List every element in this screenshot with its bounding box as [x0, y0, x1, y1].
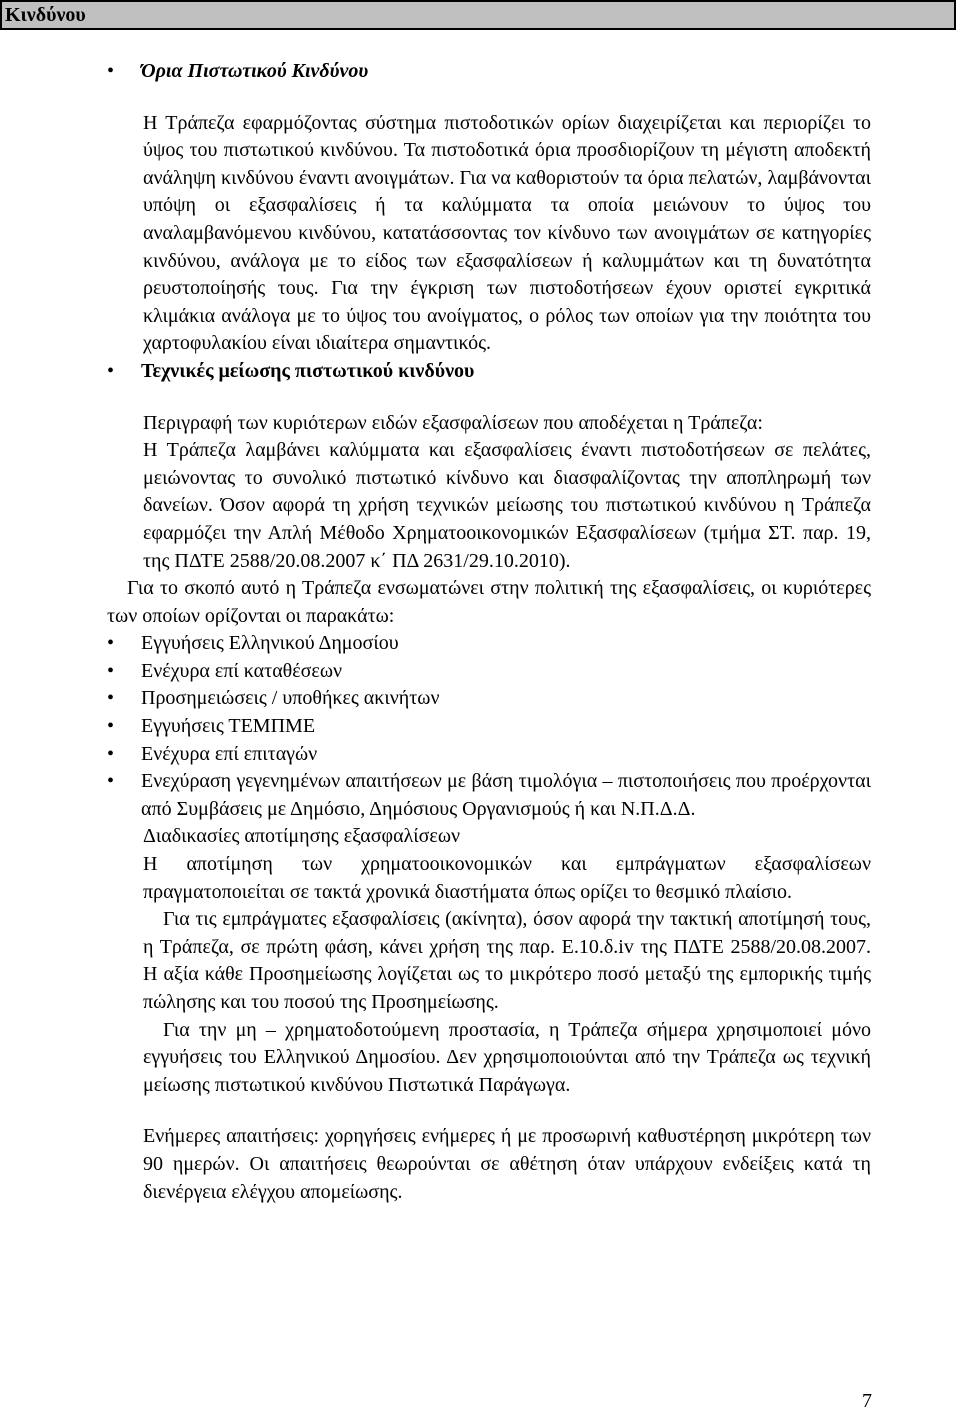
mitigation-intro: Περιγραφή των κυριότερων ειδών εξασφαλίσεων που αποδέχεται η Τράπεζα: — [143, 411, 763, 434]
list-item-text: Εγγυήσεις ΤΕΜΠΜΕ — [141, 715, 316, 738]
page-number: 7 — [862, 1390, 872, 1412]
list-item-text: Ενεχύραση γεγενημένων απαιτήσεων με βάση τιμολόγια – πιστοποιήσεις που προέρχονται από Συμβάσεις με Δημόσιο, Δημόσιους Οργανισμούς ή και Ν.Π.Δ.Δ. — [141, 770, 871, 820]
list-item — [107, 630, 871, 658]
bullet-icon: • — [107, 632, 115, 655]
list-item-text: Ενέχυρα επί επιταγών — [141, 742, 318, 765]
bullet-icon: • — [107, 715, 115, 738]
valuation-paragraph-1: Η αποτίμηση των χρηματοοικονομικών και εμπράγματων εξασφαλίσεων πραγματοποιείται σε τακτά χρονικά διαστήματα όπως ορίζει το θεσμικό πλαίσιο. — [143, 853, 871, 903]
list-item — [107, 713, 871, 741]
document-body — [107, 54, 871, 1206]
list-item — [107, 658, 871, 686]
collateral-list — [107, 630, 871, 823]
limits-section — [107, 58, 871, 86]
section-header-title: Κινδύνου — [5, 3, 86, 26]
mitigation-paragraph-2: Για το σκοπό αυτό η Τράπεζα ενσωματώνει στην πολιτική της εξασφαλίσεις, οι κυριότερες των οποίων ορίζονται οι παρακάτω: — [107, 577, 871, 627]
list-item — [107, 768, 871, 823]
section-header-bar — [0, 0, 956, 30]
mitigation-paragraph-1: Η Τράπεζα λαμβάνει καλύμματα και εξασφαλίσεις έναντι πιστοδοτήσεων σε πελάτες, μειώνοντας το συνολικό πιστωτικό κίνδυνο και διασφαλίζοντας την αποπληρωμή των δανείων. Όσον αφορά τη χρήση τεχνικών μείωσης του πιστωτικού κινδύνου η Τράπεζα εφαρμόζει την Απλή Μέθοδο Χρηματοοικονομικών Εξασφαλίσεων (τμήμα ΣΤ. παρ. 19, της ΠΔΤΕ 2588/20.08.2007 κ΄ ΠΔ 2631/29.10.2010). — [143, 439, 871, 572]
list-item-text: Προσημειώσεις / υποθήκες ακινήτων — [141, 687, 440, 710]
bullet-icon: • — [107, 770, 115, 793]
valuation-heading: Διαδικασίες αποτίμησης εξασφαλίσεων — [143, 825, 461, 848]
bullet-icon: • — [107, 742, 115, 765]
bullet-icon: • — [107, 359, 115, 382]
performing-paragraph: Ενήμερες απαιτήσεις: χορηγήσεις ενήμερες ή με προσωρινή καθυστέρηση μικρότερη των 90 ημερών. Οι απαιτήσεις θεωρούνται σε αθέτηση όταν υπάρχουν ενδείξεις κατά τη διενέργεια ελέγχου απομείωσης. — [143, 1125, 871, 1203]
mitigation-heading: Τεχνικές μείωσης πιστωτικού κινδύνου — [141, 359, 475, 382]
list-item-text: Εγγυήσεις Ελληνικού Δημοσίου — [141, 632, 399, 655]
bullet-icon: • — [107, 659, 115, 682]
list-item — [107, 741, 871, 769]
valuation-paragraph-2: Για τις εμπράγματες εξασφαλίσεις (ακίνητα), όσον αφορά την τακτική αποτίμησή τους, η Τράπεζα, σε πρώτη φάση, κάνει χρήση της παρ. Ε.10.δ.iv της ΠΔΤΕ 2588/20.08.2007. Η αξία κάθε Προσημείωσης λογίζεται ως το μικρότερο ποσό μεταξύ της εμπορικής τιμής πώλησης και του ποσού της Προσημείωσης. — [143, 908, 871, 1013]
valuation-paragraph-3: Για την μη – χρηματοδοτούμενη προστασία, η Τράπεζα σήμερα χρησιμοποιεί μόνο εγγυήσεις του Ελληνικού Δημοσίου. Δεν χρησιμοποιούνται από την Τράπεζα ως τεχνική μείωσης πιστωτικού κινδύνου Πιστωτικά Παράγωγα. — [143, 1018, 871, 1096]
list-item — [107, 685, 871, 713]
bullet-icon: • — [107, 687, 115, 710]
limits-heading: Όρια Πιστωτικού Κινδύνου — [141, 60, 369, 82]
limits-paragraph: Η Τράπεζα εφαρμόζοντας σύστημα πιστοδοτικών ορίων διαχειρίζεται και περιορίζει το ύψος του πιστωτικού κινδύνου. Τα πιστοδοτικά όρια προσδιορίζουν τη μέγιστη αποδεκτή ανάληψη κινδύνου έναντι ανοιγμάτων. Για να καθοριστούν τα όρια πελατών, λαμβάνονται υπόψη οι εξασφαλίσεις ή τα καλύμματα τα οποία μειώνουν το ύψος του αναλαμβανόμενου κινδύνου, κατατάσσοντας τον κίνδυνο των ανοιγμάτων σε κατηγορίες κινδύνου, ανάλογα με το είδος των εξασφαλίσεων ή καλυμμάτων και τη δυνατότητα ρευστοποίησής τους. Για την έγκριση των πιστοδοτήσεων έχουν οριστεί εγκριτικά κλιμάκια ανάλογα με το ύψος του ανοίγματος, ο ρόλος των οποίων για την ποιότητα του χαρτοφυλακίου είναι ιδιαίτερα σημαντικός. — [143, 111, 871, 355]
bullet-icon: • — [107, 60, 115, 82]
list-item-text: Ενέχυρα επί καταθέσεων — [141, 659, 343, 682]
mitigation-section — [107, 358, 871, 386]
